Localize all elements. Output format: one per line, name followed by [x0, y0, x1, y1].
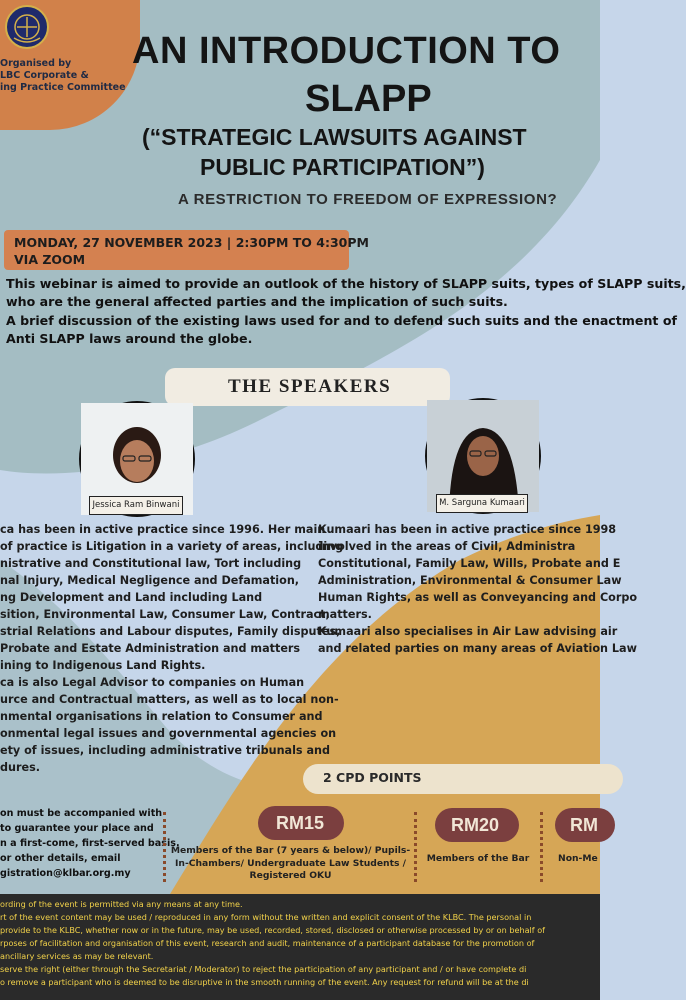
organiser-line: Organised by	[0, 58, 72, 69]
speaker-bio-jessica	[0, 521, 343, 776]
bio-line: nistrative and Constitutional law, Tort including	[0, 557, 302, 570]
title-line-1: AN INTRODUCTION TO	[132, 30, 561, 72]
speaker-name: M. Sarguna Kumaari	[436, 494, 528, 513]
event-venue: VIA ZOOM	[14, 252, 86, 267]
organiser-line: LBC Corporate &	[0, 70, 89, 81]
title-line-2: SLAPP	[305, 78, 432, 120]
organiser-text	[0, 58, 126, 94]
bio-line: Kumaari also specialises in Air Law advising air	[318, 625, 618, 638]
bio-line: nal Injury, Medical Negligence and Defamation,	[0, 574, 300, 587]
bio-line: ining to Indigenous Land Rights.	[0, 659, 206, 672]
bio-line: ng Development and Land including Land	[0, 591, 263, 604]
disclaimer-line: rt of the event content may be used / reproduced in any form without the written and explicit consent of the KLBC. The personal in	[0, 912, 532, 922]
intro-line: A brief discussion of the existing laws used for and to defend such suits and the enactment of	[6, 313, 677, 328]
bio-line: dures.	[0, 761, 40, 774]
note-line: gistration@klbar.org.my	[0, 868, 131, 879]
price-rm20: RM20	[451, 815, 500, 835]
registration-note	[0, 806, 180, 881]
price-caption: Non-Me	[558, 853, 598, 864]
disclaimer-line: ording of the event is permitted via any means at any time.	[0, 899, 243, 909]
bio-line: strial Relations and Labour disputes, Family disputes,	[0, 625, 341, 638]
bio-line: nmental organisations in relation to Consumer and	[0, 710, 323, 723]
intro-line: This webinar is aimed to provide an outlook of the history of SLAPP suits, types of SLAPP suits,	[6, 276, 686, 291]
divider	[163, 812, 166, 882]
tagline: A RESTRICTION TO FREEDOM OF EXPRESSION?	[178, 191, 558, 208]
price-caption: Members of the Bar (7 years & below)/ Pupils-In-Chambers/ Undergraduate Law Students / Registered OKU	[170, 845, 411, 881]
note-line: n a first-come, first-served basis.	[0, 838, 180, 849]
disclaimer-line: ancillary services as may be relevant.	[0, 951, 154, 961]
disclaimer-line: provide to the KLBC, whether now or in the future, may be used, recorded, stored, disclosed or otherwise processed by or on behalf of	[0, 925, 546, 935]
price-non-member: RM	[570, 815, 598, 835]
cpd-points: 2 CPD POINTS	[323, 770, 422, 785]
bio-line: and related parties on many areas of Aviation Law	[318, 642, 637, 655]
bio-line: urce and Contractual matters, as well as to local non-	[0, 693, 339, 706]
event-date-time: MONDAY, 27 NOVEMBER 2023 | 2:30PM TO 4:30PM	[14, 235, 369, 250]
speakers-heading: THE SPEAKERS	[228, 376, 392, 397]
speaker-name: Jessica Ram Binwani	[89, 496, 183, 515]
bio-line: of practice is Litigation in a variety of areas, including	[0, 540, 344, 553]
note-line: to guarantee your place and	[0, 823, 154, 834]
bio-line: sition, Environmental Law, Consumer Law, Contract,	[0, 608, 330, 621]
divider	[414, 812, 417, 882]
bio-line: Administration, Environmental & Consumer Law	[318, 574, 622, 587]
bio-line: Kumaari has been in active practice since 1998	[318, 523, 617, 536]
bio-line: ca is also Legal Advisor to companies on Human	[0, 676, 305, 689]
intro-line: Anti SLAPP laws around the globe.	[6, 331, 253, 346]
intro-line: who are the general affected parties and the implication of such suits.	[6, 294, 508, 309]
bio-line: Probate and Estate Administration and matters	[0, 642, 301, 655]
bio-line: onmental legal issues and governmental agencies on	[0, 727, 337, 740]
price-caption: Members of the Bar	[426, 853, 530, 864]
price-rm15: RM15	[276, 813, 325, 833]
note-line: on must be accompanied with	[0, 808, 163, 819]
bio-line: Human Rights, as well as Conveyancing and Corpo	[318, 591, 638, 604]
subtitle-line-1: (“STRATEGIC LAWSUITS AGAINST	[142, 124, 527, 150]
disclaimer-line: serve the right (either through the Secretariat / Moderator) to reject the participation of any participant and / or have complete di	[0, 964, 527, 974]
disclaimer-line: o remove a participant who is deemed to be disruptive in the smooth running of the event. Any request for refund will be at the di	[0, 977, 529, 987]
bio-line: involved in the areas of Civil, Administra	[318, 540, 576, 553]
klbc-seal-icon	[4, 4, 50, 50]
note-line: or other details, email	[0, 853, 121, 864]
bio-line: ca has been in active practice since 1996. Her main	[0, 523, 326, 536]
speaker-bio-sarguna	[318, 521, 637, 657]
bio-line: matters.	[318, 608, 372, 621]
organiser-line: ing Practice Committee	[0, 82, 126, 93]
subtitle-line-2: PUBLIC PARTICIPATION”)	[200, 154, 485, 180]
bio-line: Constitutional, Family Law, Wills, Probate and E	[318, 557, 621, 570]
bio-line: ety of issues, including administrative tribunals and	[0, 744, 330, 757]
disclaimer-line: rposes of facilitation and organisation of this event, research and audit, maintenance of a participant database for the promotion of	[0, 938, 535, 948]
divider	[540, 812, 543, 882]
